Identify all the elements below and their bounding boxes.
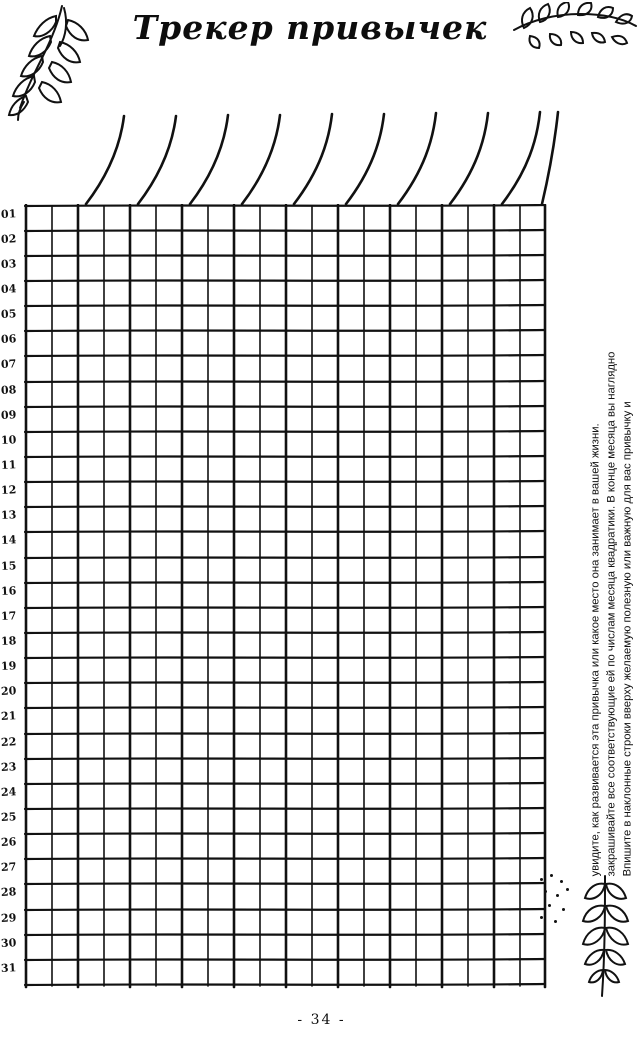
day-label: 29 [0, 911, 17, 925]
instructions-line: увидите, как развивается эта привычка или какое место она занимает в вашей жизни. [589, 422, 602, 876]
day-label: 20 [0, 684, 17, 698]
day-label: 02 [0, 232, 17, 246]
day-label: 17 [0, 609, 17, 623]
habit-header-slant-lines[interactable] [24, 110, 564, 210]
day-label: 06 [0, 332, 17, 346]
day-label: 30 [0, 936, 17, 950]
day-number-column [0, 204, 24, 990]
instructions-text [556, 196, 642, 876]
day-label: 11 [0, 458, 17, 472]
day-label: 10 [0, 433, 17, 447]
day-label: 18 [0, 634, 17, 648]
day-label: 28 [0, 885, 17, 899]
day-label: 16 [0, 584, 17, 598]
day-label: 22 [0, 735, 17, 749]
page-number-footer: - 34 - [297, 1012, 346, 1028]
day-label: 15 [0, 559, 17, 573]
day-label: 08 [0, 383, 17, 397]
day-label: 31 [0, 961, 17, 975]
page-title: Трекер привычек [132, 8, 488, 47]
day-label: 21 [0, 709, 17, 723]
day-label: 09 [0, 408, 17, 422]
day-label: 03 [0, 257, 17, 271]
day-label: 23 [0, 760, 17, 774]
day-label: 01 [0, 207, 17, 221]
instructions-line: закрашивайте все соответствующие ей по числам месяца квадратики. В конце месяца вы наглядно [605, 351, 618, 876]
fern-leaf-icon [572, 872, 638, 1003]
day-label: 05 [0, 307, 17, 321]
leaf-sprig-icon [2, 2, 112, 127]
day-label: 04 [0, 282, 17, 296]
day-label: 19 [0, 659, 17, 673]
day-label: 14 [0, 533, 17, 547]
day-label: 26 [0, 835, 17, 849]
habit-tracker-grid[interactable] [24, 204, 548, 990]
day-label: 07 [0, 357, 17, 371]
day-label: 13 [0, 508, 17, 522]
day-label: 27 [0, 860, 17, 874]
leaf-branch-icon [508, 2, 640, 55]
day-label: 24 [0, 785, 17, 799]
day-label: 25 [0, 810, 17, 824]
day-label: 12 [0, 483, 17, 497]
instructions-line: Впишите в наклонные строки вверху желаемую полезную или важную для вас привычку и [621, 400, 634, 876]
